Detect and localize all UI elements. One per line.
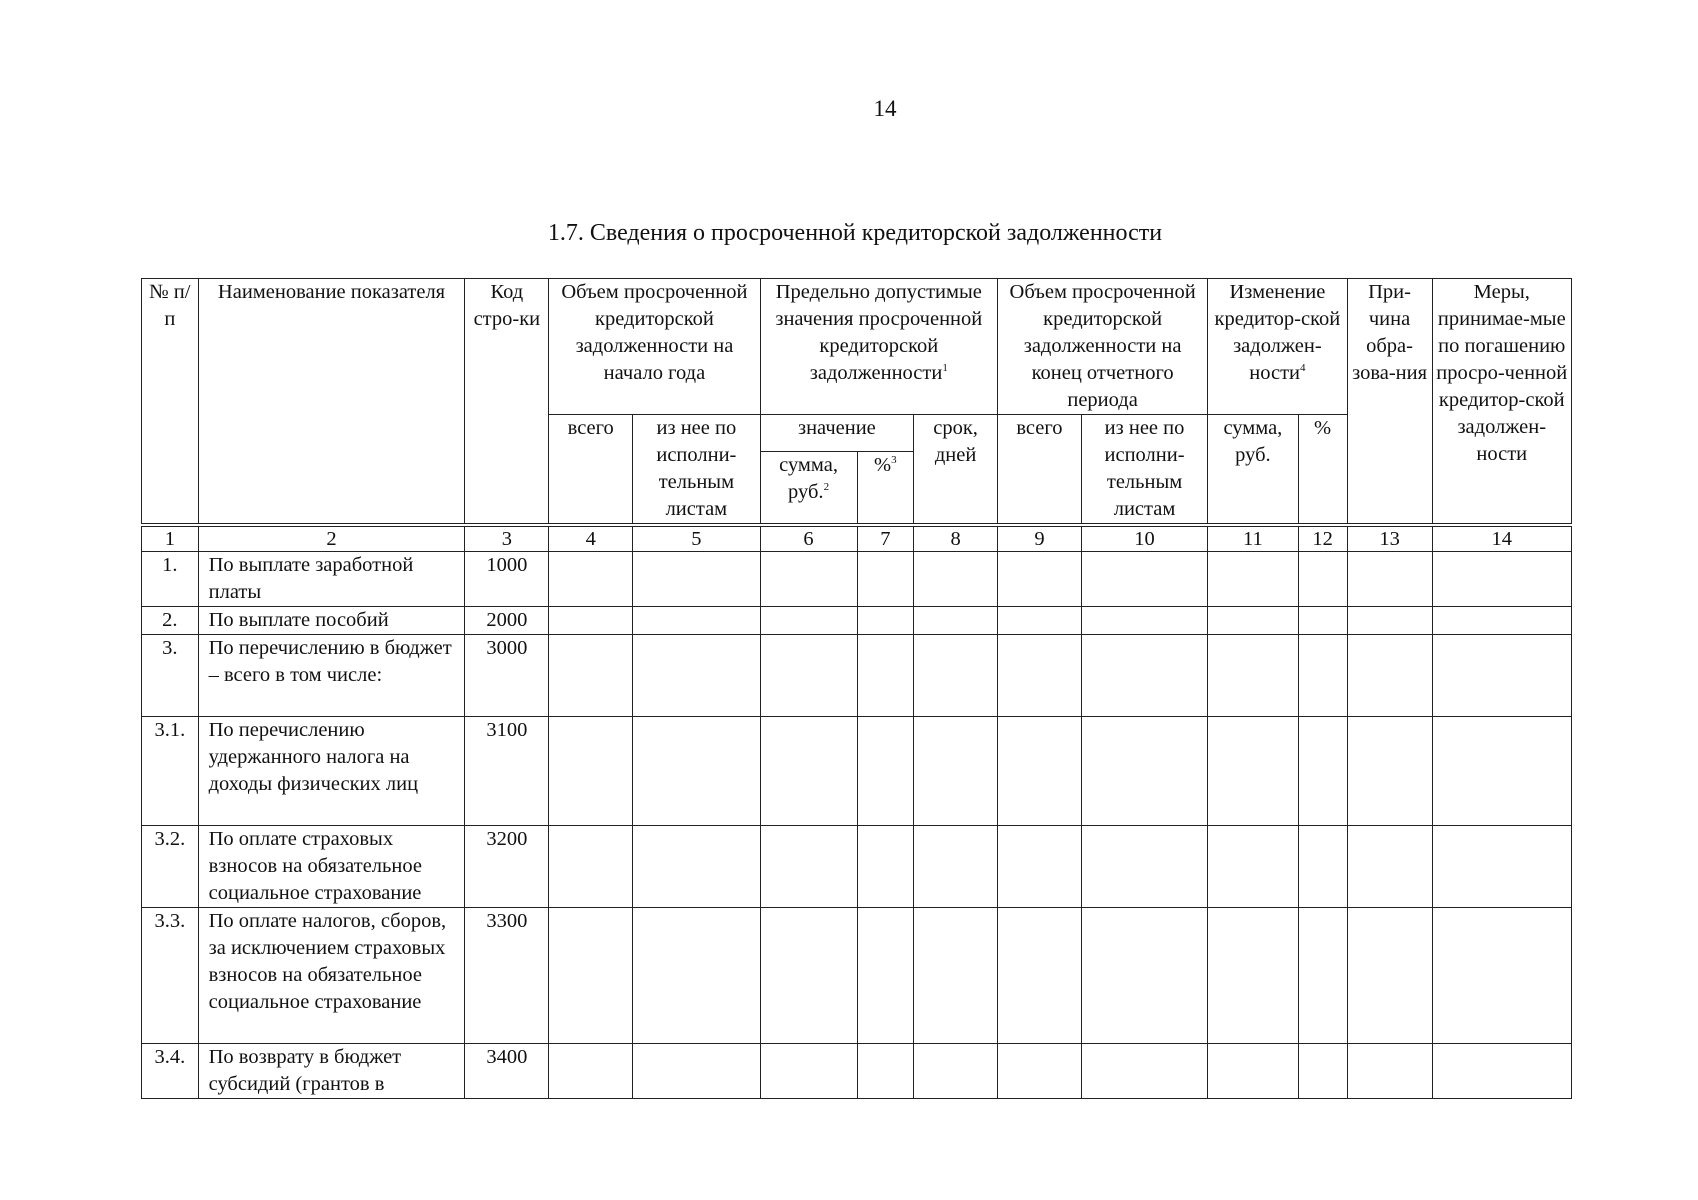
empty-cell-col-6[interactable] xyxy=(760,552,857,607)
empty-cell-col-12[interactable] xyxy=(1298,1044,1347,1099)
row-number: 1. xyxy=(142,552,199,607)
empty-cell-col-10[interactable] xyxy=(1081,1044,1207,1099)
empty-cell-col-11[interactable] xyxy=(1208,1044,1298,1099)
empty-cell-col-8[interactable] xyxy=(914,607,998,635)
row-code: 3100 xyxy=(465,717,549,826)
overdue-payables-table xyxy=(141,278,1572,1099)
header-row-1 xyxy=(142,279,1572,415)
header-value-sum: сумма, руб.$^2$ xyxy=(760,451,857,525)
empty-cell-col-6[interactable] xyxy=(760,635,857,717)
row-code: 2000 xyxy=(465,607,549,635)
row-number: 3.4. xyxy=(142,1044,199,1099)
empty-cell-col-13[interactable] xyxy=(1347,635,1432,717)
row-number: 3.2. xyxy=(142,826,199,908)
empty-cell-col-5[interactable] xyxy=(633,717,760,826)
empty-cell-col-11[interactable] xyxy=(1208,607,1298,635)
empty-cell-col-7[interactable] xyxy=(857,552,914,607)
page-number: 14 xyxy=(873,96,897,121)
column-number-6: 6 xyxy=(760,525,857,552)
empty-cell-col-14[interactable] xyxy=(1432,1044,1571,1099)
empty-cell-col-6[interactable] xyxy=(760,1044,857,1099)
row-code: 1000 xyxy=(465,552,549,607)
empty-cell-col-4[interactable] xyxy=(549,826,633,908)
empty-cell-col-5[interactable] xyxy=(633,826,760,908)
empty-cell-col-10[interactable] xyxy=(1081,717,1207,826)
table-row xyxy=(142,635,1572,717)
empty-cell-col-10[interactable] xyxy=(1081,552,1207,607)
empty-cell-col-7[interactable] xyxy=(857,635,914,717)
empty-cell-col-11[interactable] xyxy=(1208,826,1298,908)
empty-cell-col-11[interactable] xyxy=(1208,552,1298,607)
column-number-10: 10 xyxy=(1081,525,1207,552)
empty-cell-col-10[interactable] xyxy=(1081,607,1207,635)
empty-cell-col-9[interactable] xyxy=(998,908,1082,1044)
empty-cell-col-4[interactable] xyxy=(549,635,633,717)
empty-cell-col-8[interactable] xyxy=(914,552,998,607)
empty-cell-col-9[interactable] xyxy=(998,552,1082,607)
column-number-4: 4 xyxy=(549,525,633,552)
header-end-total: всего xyxy=(998,415,1082,526)
header-days: срок, дней xyxy=(914,415,998,526)
header-change-pct: % xyxy=(1298,415,1347,526)
header-measures: Меры, принимае-мые по погашению просро-ченной кредитор-ской задолжен-ности xyxy=(1432,279,1571,526)
empty-cell-col-12[interactable] xyxy=(1298,552,1347,607)
empty-cell-col-8[interactable] xyxy=(914,908,998,1044)
column-number-13: 13 xyxy=(1347,525,1432,552)
column-number-9: 9 xyxy=(998,525,1082,552)
empty-cell-col-11[interactable] xyxy=(1208,717,1298,826)
empty-cell-col-7[interactable] xyxy=(857,826,914,908)
header-end-volume: Объем просроченной кредиторской задолженности на конец отчетного периода xyxy=(998,279,1208,415)
column-number-11: 11 xyxy=(1208,525,1298,552)
empty-cell-col-4[interactable] xyxy=(549,717,633,826)
empty-cell-col-5[interactable] xyxy=(633,908,760,1044)
empty-cell-col-4[interactable] xyxy=(549,552,633,607)
empty-cell-col-13[interactable] xyxy=(1347,607,1432,635)
empty-cell-col-6[interactable] xyxy=(760,607,857,635)
row-code: 3200 xyxy=(465,826,549,908)
empty-cell-col-9[interactable] xyxy=(998,607,1082,635)
empty-cell-col-14[interactable] xyxy=(1432,635,1571,717)
row-number: 3.3. xyxy=(142,908,199,1044)
empty-cell-col-5[interactable] xyxy=(633,607,760,635)
column-number-5: 5 xyxy=(633,525,760,552)
empty-cell-col-8[interactable] xyxy=(914,635,998,717)
column-number-row xyxy=(142,525,1572,552)
header-start-writs: из нее по исполни-тельным листам xyxy=(633,415,760,526)
header-reason: При-чина обра-зова-ния xyxy=(1347,279,1432,526)
empty-cell-col-5[interactable] xyxy=(633,552,760,607)
header-limits: Предельно допустимые значения просроченной кредиторской задолженности$^1$ xyxy=(760,279,997,415)
column-number-1: 1 xyxy=(142,525,199,552)
header-code: Код стро-ки xyxy=(465,279,549,526)
row-name: По возврату в бюджет субсидий (грантов в xyxy=(198,1044,465,1099)
table-title: 1.7. Сведения о просроченной кредиторской задолженности xyxy=(547,220,1163,246)
column-number-3: 3 xyxy=(465,525,549,552)
header-value: значение xyxy=(760,415,914,452)
empty-cell-col-14[interactable] xyxy=(1432,717,1571,826)
empty-cell-col-13[interactable] xyxy=(1347,826,1432,908)
table-row xyxy=(142,908,1572,1044)
header-name: Наименование показателя xyxy=(198,279,465,526)
table-row xyxy=(142,826,1572,908)
empty-cell-col-12[interactable] xyxy=(1298,826,1347,908)
table-row xyxy=(142,1044,1572,1099)
empty-cell-col-5[interactable] xyxy=(633,635,760,717)
table-row xyxy=(142,552,1572,607)
empty-cell-col-4[interactable] xyxy=(549,1044,633,1099)
header-end-writs: из нее по исполни-тельным листам xyxy=(1081,415,1207,526)
empty-cell-col-11[interactable] xyxy=(1208,908,1298,1044)
row-name: По выплате заработной платы xyxy=(198,552,465,607)
header-num: № п/п xyxy=(142,279,199,526)
column-number-14: 14 xyxy=(1432,525,1571,552)
empty-cell-col-9[interactable] xyxy=(998,1044,1082,1099)
row-name: По перечислению удержанного налога на доходы физических лиц xyxy=(198,717,465,826)
empty-cell-col-9[interactable] xyxy=(998,826,1082,908)
empty-cell-col-7[interactable] xyxy=(857,1044,914,1099)
row-name: По оплате налогов, сборов, за исключением страховых взносов на обязательное социальное страхование xyxy=(198,908,465,1044)
empty-cell-col-13[interactable] xyxy=(1347,717,1432,826)
empty-cell-col-7[interactable] xyxy=(857,908,914,1044)
empty-cell-col-6[interactable] xyxy=(760,717,857,826)
empty-cell-col-8[interactable] xyxy=(914,826,998,908)
empty-cell-col-12[interactable] xyxy=(1298,607,1347,635)
table-row xyxy=(142,717,1572,826)
empty-cell-col-4[interactable] xyxy=(549,607,633,635)
row-name: По перечислению в бюджет – всего в том числе: xyxy=(198,635,465,717)
empty-cell-col-13[interactable] xyxy=(1347,1044,1432,1099)
row-code: 3300 xyxy=(465,908,549,1044)
row-number: 3. xyxy=(142,635,199,717)
header-start-total: всего xyxy=(549,415,633,526)
header-start-volume: Объем просроченной кредиторской задолженности на начало года xyxy=(549,279,760,415)
empty-cell-col-9[interactable] xyxy=(998,717,1082,826)
empty-cell-col-6[interactable] xyxy=(760,826,857,908)
header-change-sum: сумма, руб. xyxy=(1208,415,1298,526)
row-code: 3400 xyxy=(465,1044,549,1099)
empty-cell-col-6[interactable] xyxy=(760,908,857,1044)
empty-cell-col-11[interactable] xyxy=(1208,635,1298,717)
empty-cell-col-14[interactable] xyxy=(1432,908,1571,1044)
column-number-2: 2 xyxy=(198,525,465,552)
empty-cell-col-7[interactable] xyxy=(857,607,914,635)
empty-cell-col-12[interactable] xyxy=(1298,635,1347,717)
empty-cell-col-14[interactable] xyxy=(1432,552,1571,607)
empty-cell-col-13[interactable] xyxy=(1347,908,1432,1044)
header-value-pct: %$^3$ xyxy=(857,451,914,525)
empty-cell-col-10[interactable] xyxy=(1081,826,1207,908)
empty-cell-col-8[interactable] xyxy=(914,717,998,826)
empty-cell-col-14[interactable] xyxy=(1432,826,1571,908)
empty-cell-col-12[interactable] xyxy=(1298,717,1347,826)
empty-cell-col-7[interactable] xyxy=(857,717,914,826)
empty-cell-col-9[interactable] xyxy=(998,635,1082,717)
empty-cell-col-14[interactable] xyxy=(1432,607,1571,635)
row-number: 3.1. xyxy=(142,717,199,826)
row-number: 2. xyxy=(142,607,199,635)
empty-cell-col-10[interactable] xyxy=(1081,908,1207,1044)
row-name: По выплате пособий xyxy=(198,607,465,635)
empty-cell-col-8[interactable] xyxy=(914,1044,998,1099)
column-number-7: 7 xyxy=(857,525,914,552)
header-change: Изменение кредитор-ской задолжен-ности$^4$ xyxy=(1208,279,1347,415)
empty-cell-col-10[interactable] xyxy=(1081,635,1207,717)
column-number-12: 12 xyxy=(1298,525,1347,552)
row-code: 3000 xyxy=(465,635,549,717)
table-row xyxy=(142,607,1572,635)
row-name: По оплате страховых взносов на обязательное социальное страхование xyxy=(198,826,465,908)
empty-cell-col-4[interactable] xyxy=(549,908,633,1044)
empty-cell-col-12[interactable] xyxy=(1298,908,1347,1044)
column-number-8: 8 xyxy=(914,525,998,552)
empty-cell-col-13[interactable] xyxy=(1347,552,1432,607)
empty-cell-col-5[interactable] xyxy=(633,1044,760,1099)
